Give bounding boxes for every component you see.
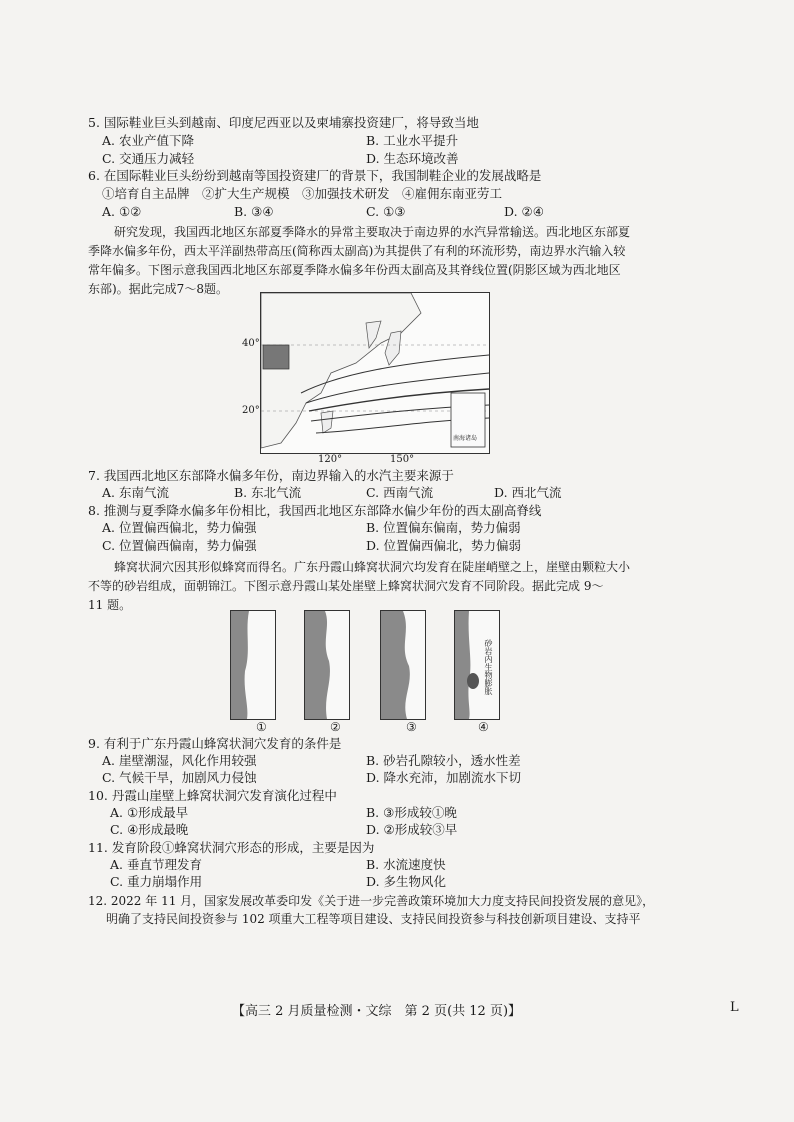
- q11-stem: 11. 发育阶段①蜂窝状洞穴形态的形成，主要是因为: [88, 840, 375, 855]
- q7-option-c: C. 西南气流: [366, 485, 434, 500]
- panel-label-3: ③: [406, 720, 417, 734]
- q8-option-b: B. 位置偏东偏南，势力偏弱: [366, 520, 521, 535]
- q10-stem: 10. 丹霞山崖壁上蜂窝状洞穴发育演化过程中: [88, 788, 337, 803]
- q9-option-c: C. 气候干旱，加剧风力侵蚀: [102, 770, 257, 785]
- q7-stem: 7. 我国西北地区东部降水偏多年份，南边界输入的水汽主要来源于: [88, 468, 454, 483]
- passage2-line1: 蜂窝状洞穴因其形似蜂窝而得名。广东丹霞山蜂窝状洞穴均发育在陡崖峭壁之上，崖壁由颗粒大小: [114, 560, 631, 574]
- passage2-line2: 不等的砂岩组成，面朝锦江。下图示意丹霞山某处崖壁上蜂窝状洞穴发育不同阶段。据此完成 9～: [88, 579, 604, 593]
- q6-option-c: C. ①③: [366, 204, 406, 219]
- q5-option-c: C. 交通压力减轻: [102, 151, 195, 166]
- biological-expansion-label: 砂岩内生物膨胀: [484, 639, 493, 695]
- corner-mark: L: [730, 1000, 739, 1015]
- q7-option-b: B. 东北气流: [234, 485, 302, 500]
- q12-line1: 12. 2022 年 11 月，国家发展改革委印发《关于进一步完善政策环境加大力度支持民间投资发展的意见》，: [88, 894, 655, 908]
- q11-option-a: A. 垂直节理发育: [110, 857, 202, 872]
- cave-stage-2-panel: [304, 610, 350, 720]
- q9-stem: 9. 有利于广东丹霞山蜂窝状洞穴发育的条件是: [88, 736, 342, 751]
- cave-stage-1-panel: [230, 610, 276, 720]
- cave-stage-4-panel: [454, 610, 500, 720]
- cave-stage-3-panel: [380, 610, 426, 720]
- inset-label: 南海诸岛: [453, 435, 478, 442]
- q5-option-d: D. 生态环境改善: [366, 151, 459, 166]
- q7-option-a: A. 东南气流: [102, 485, 169, 500]
- passage2-line3: 11 题。: [88, 598, 132, 612]
- panel-label-2: ②: [330, 720, 341, 734]
- q10-option-a: A. ①形成最早: [110, 805, 189, 820]
- passage1-line1: 研究发现，我国西北地区东部夏季降水的异常主要取决于南边界的水汽异常输送。西北地区东部夏: [114, 225, 631, 239]
- q9-option-a: A. 崖壁潮湿，风化作用较强: [102, 753, 257, 768]
- panel-label-1: ①: [256, 720, 267, 734]
- q10-option-b: B. ③形成较①晚: [366, 805, 457, 820]
- q8-option-c: C. 位置偏西偏南，势力偏强: [102, 538, 257, 553]
- passage1-line2: 季降水偏多年份，西太平洋副热带高压(简称西太副高)为其提供了有利的环流形势，南边界水汽输入较: [88, 244, 626, 258]
- q11-option-b: B. 水流速度快: [366, 857, 446, 872]
- lon-120-label: 120°: [318, 454, 343, 465]
- lat-20-label: 20°: [242, 405, 260, 416]
- q11-option-c: C. 重力崩塌作用: [110, 874, 203, 889]
- q5-option-a: A. 农业产值下降: [102, 133, 194, 148]
- passage1-line3: 常年偏多。下图示意我国西北地区东部夏季降水偏多年份西太副高及其脊线位置(阴影区域为西北地区: [88, 263, 621, 277]
- q9-option-d: D. 降水充沛，加剧流水下切: [366, 770, 522, 785]
- page-footer: 【高三 2 月质量检测・文综 第 2 页(共 12 页)】: [232, 1004, 522, 1019]
- q8-option-d: D. 位置偏西偏北，势力偏弱: [366, 538, 522, 553]
- q6-items: ①培育自主品牌 ②扩大生产规模 ③加强技术研发 ④雇佣东南亚劳工: [102, 186, 503, 201]
- q9-option-b: B. 砂岩孔隙较小，透水性差: [366, 753, 521, 768]
- q11-option-d: D. 多生物风化: [366, 874, 447, 889]
- q8-option-a: A. 位置偏西偏北，势力偏强: [102, 520, 257, 535]
- q6-option-a: A. ①②: [102, 204, 142, 219]
- q6-stem: 6. 在国际鞋业巨头纷纷到越南等国投资建厂的背景下，我国制鞋企业的发展战略是: [88, 168, 542, 183]
- panel-label-4: ④: [478, 720, 489, 734]
- q10-option-c: C. ④形成最晚: [110, 822, 189, 837]
- subtropical-high-map: [260, 292, 490, 454]
- q10-option-d: D. ②形成较③早: [366, 822, 458, 837]
- passage1-line4: 东部)。据此完成7～8题。: [88, 282, 228, 296]
- map-drawing: [261, 293, 489, 453]
- lon-150-label: 150°: [390, 454, 415, 465]
- q5-stem: 5. 国际鞋业巨头到越南、印度尼西亚以及柬埔寨投资建厂，将导致当地: [88, 115, 479, 130]
- lat-40-label: 40°: [242, 338, 260, 349]
- q6-option-d: D. ②④: [504, 204, 544, 219]
- q5-option-b: B. 工业水平提升: [366, 133, 459, 148]
- q7-option-d: D. 西北气流: [494, 485, 562, 500]
- q8-stem: 8. 推测与夏季降水偏多年份相比，我国西北地区东部降水偏少年份的西太副高脊线: [88, 503, 542, 518]
- q6-option-b: B. ③④: [234, 204, 274, 219]
- q12-line2: 明确了支持民间投资参与 102 项重大工程等项目建设、支持民间投资参与科技创新项目建设、支持平: [106, 912, 641, 926]
